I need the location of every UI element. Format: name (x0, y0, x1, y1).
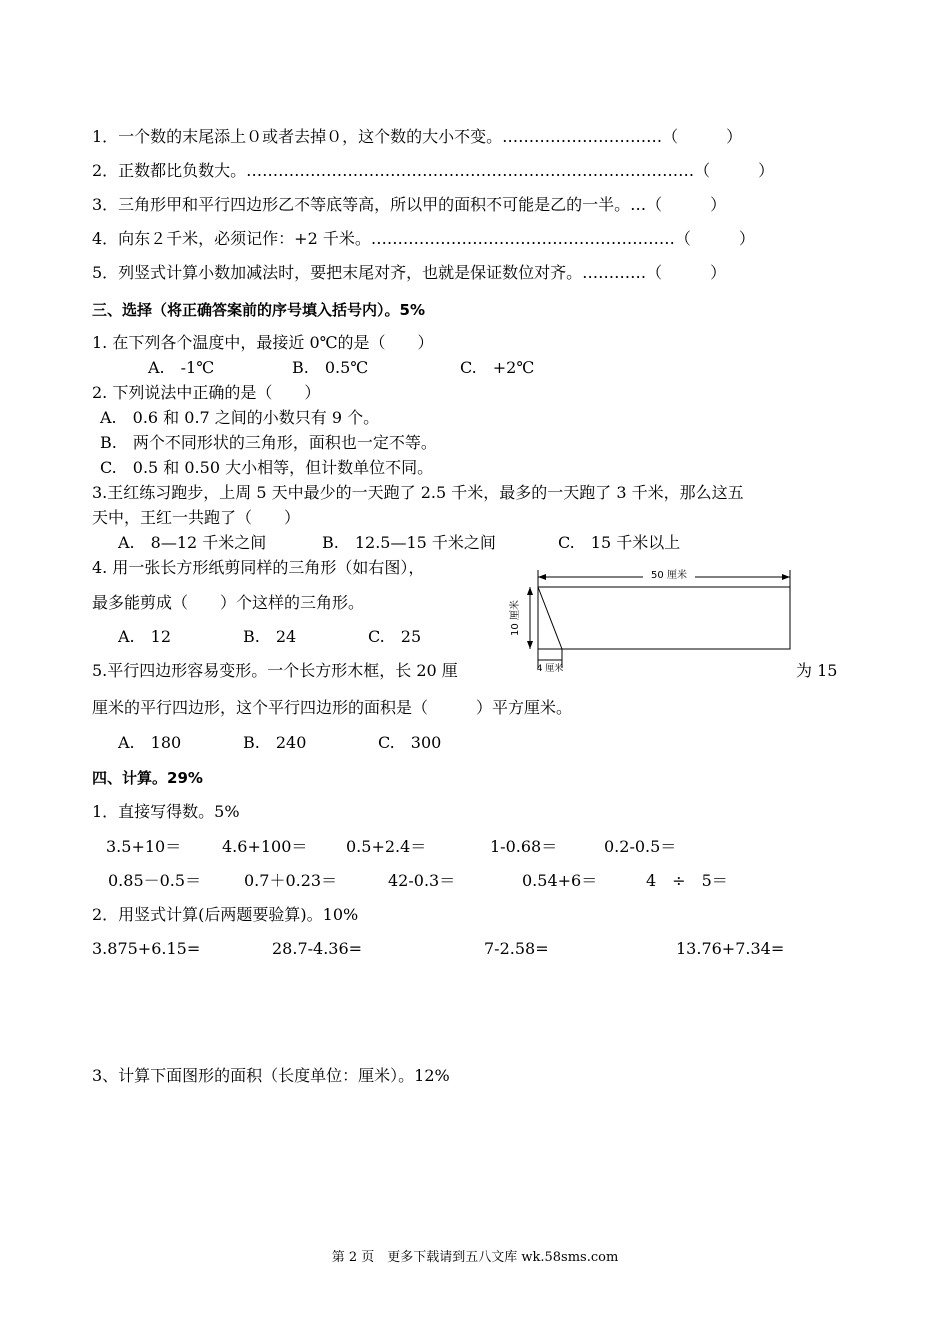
choice-q5-line1-b: 为 15 (796, 661, 838, 680)
bottom-label: 4 厘米 (536, 664, 564, 674)
calc-row2-item-1: 0.85－0.5＝ (108, 871, 202, 890)
choice-q3-option-b: B. 12.5—15 千米之间 (322, 533, 496, 552)
rectangle-figure (500, 560, 805, 678)
judge-item-5: 5．列竖式计算小数加减法时，要把末尾对齐，也就是保证数位对齐。…………（ ） (92, 263, 727, 282)
calc-row1-item-2: 4.6+100＝ (222, 837, 308, 856)
judge-item-2: 2．正数都比负数大。…………………………………………………………………………（ ） (92, 161, 775, 180)
triangle-hypotenuse (538, 587, 562, 649)
left-label: 10 厘米 (510, 600, 521, 636)
choice-q2: 2. 下列说法中正确的是（ ） (92, 383, 321, 402)
choice-q1: 1. 在下列各个温度中，最接近 0℃的是（ ） (92, 333, 434, 352)
choice-q4-line2: 最多能剪成（ ）个这样的三角形。 (92, 593, 365, 612)
choice-q4-option-a: A. 12 (118, 627, 172, 646)
left-arrow-top (527, 587, 533, 595)
top-arrow-right (782, 574, 790, 580)
choice-q1-option-b: B. 0.5℃ (292, 358, 369, 377)
calc-row2-item-4: 0.54+6＝ (522, 871, 598, 890)
calc-row3-item-4: 13.76+7.34= (676, 939, 785, 958)
choice-q2-option-a: A. 0.6 和 0.7 之间的小数只有 9 个。 (100, 408, 380, 427)
choice-q5-option-b: B. 240 (243, 733, 307, 752)
calc-row3-item-1: 3.875+6.15= (92, 939, 201, 958)
rectangle (538, 587, 790, 649)
calc-sub2: 2．用竖式计算(后两题要验算)。10% (92, 905, 359, 924)
calc-row3-item-3: 7-2.58= (484, 939, 549, 958)
choice-q5-line1-a: 5.平行四边形容易变形。一个长方形木框，长 20 厘 (92, 661, 458, 680)
choice-q2-option-c: C. 0.5 和 0.50 大小相等，但计数单位不同。 (100, 458, 434, 477)
choice-q3-line2: 天中，王红一共跑了（ ） (92, 508, 301, 527)
choice-q5-line2: 厘米的平行四边形，这个平行四边形的面积是（ ）平方厘米。 (92, 698, 573, 717)
choice-q2-option-b: B. 两个不同形状的三角形，面积也一定不等。 (100, 433, 437, 452)
calc-sub1: 1．直接写得数。5% (92, 802, 240, 821)
choice-q5-option-c: C. 300 (378, 733, 442, 752)
calc-row1-item-4: 1-0.68＝ (490, 837, 558, 856)
calc-row2-item-2: 0.7＋0.23＝ (244, 871, 338, 890)
judge-item-4: 4．向东２千米，必须记作：+2 千米。…………………………………………………（ ） (92, 229, 755, 248)
calc-row2-item-5: 4 ÷ 5＝ (646, 871, 728, 890)
choice-q3-option-a: A. 8—12 千米之间 (118, 533, 267, 552)
choice-q3-line1: 3.王红练习跑步，上周 5 天中最少的一天跑了 2.5 千米，最多的一天跑了 3 千米，那么这五 (92, 483, 744, 502)
choice-q4-option-c: C. 25 (368, 627, 422, 646)
judge-item-3: 3．三角形甲和平行四边形乙不等底等高，所以甲的面积不可能是乙的一半。…（ ） (92, 195, 727, 214)
calc-row1-item-1: 3.5+10＝ (106, 837, 182, 856)
calc-sub3: 3、计算下面图形的面积（长度单位：厘米）。12% (92, 1066, 450, 1085)
calc-row1-item-3: 0.5+2.4＝ (346, 837, 427, 856)
calc-row1-item-5: 0.2-0.5＝ (604, 837, 677, 856)
choice-q1-option-c: C. +2℃ (460, 358, 535, 377)
left-arrow-bottom (527, 641, 533, 649)
calc-row2-item-3: 42-0.3＝ (388, 871, 456, 890)
page-footer: 第 2 页 更多下载请到五八文库 wk.58sms.com (331, 1250, 619, 1265)
choice-q4-line1: 4. 用一张长方形纸剪同样的三角形（如右图）， (92, 558, 425, 577)
top-label: 50 厘米 (651, 570, 687, 581)
choice-q1-option-a: A. -1℃ (148, 358, 215, 377)
calc-heading: 四、计算。29% (92, 769, 203, 787)
choice-q5-option-a: A. 180 (118, 733, 182, 752)
choice-q3-option-c: C. 15 千米以上 (558, 533, 681, 552)
judge-item-1: 1．一个数的末尾添上０或者去掉０，这个数的大小不变。…………………………（ ） (92, 127, 743, 146)
top-arrow-left (538, 574, 546, 580)
choice-q4-option-b: B. 24 (243, 627, 297, 646)
choice-heading: 三、选择（将正确答案前的序号填入括号内）。5% (92, 301, 425, 319)
calc-row3-item-2: 28.7-4.36= (272, 939, 363, 958)
